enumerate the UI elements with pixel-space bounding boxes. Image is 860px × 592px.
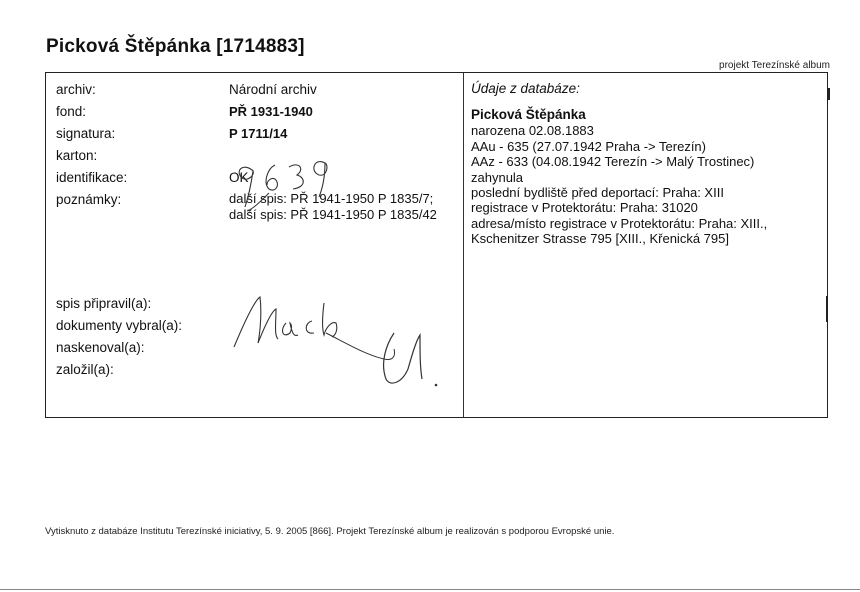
- field-label: signatura:: [56, 126, 116, 141]
- database-heading: Údaje z databáze:: [471, 81, 580, 96]
- field-value: PŘ 1931-1940: [229, 104, 313, 119]
- staff-label: založil(a):: [56, 362, 114, 377]
- archive-fields: [56, 81, 456, 275]
- field-label: fond:: [56, 104, 87, 119]
- database-panel: [471, 81, 826, 247]
- field-row-signatura: [56, 125, 456, 147]
- database-line: adresa/místo registrace v Protektorátu: Praha: XIII., Kschenitzer Strasse 795 [XIII., Křenická 795]: [471, 215, 768, 247]
- database-line: AAz - 633 (04.08.1942 Terezín -> Malý Trostinec): [471, 154, 755, 170]
- record-card: [45, 72, 828, 418]
- database-line: AAu - 635 (27.07.1942 Praha -> Terezín): [471, 138, 706, 154]
- handwritten-signature: [226, 283, 456, 395]
- field-label: poznámky:: [56, 192, 122, 207]
- person-name: Picková Štěpánka: [471, 107, 586, 123]
- staff-label: spis připravil(a):: [56, 296, 152, 311]
- document-title: Picková Štěpánka [1714883]: [46, 36, 305, 57]
- column-divider: [463, 73, 464, 417]
- field-row-karton: [56, 147, 456, 169]
- database-line: narozena 02.08.1883: [471, 123, 594, 139]
- field-value: další spis: PŘ 1941-1950 P 1835/7; další spis: PŘ 1941-1950 P 1835/42: [229, 191, 437, 222]
- field-row-archiv: [56, 81, 456, 103]
- field-row-fond: [56, 103, 456, 125]
- field-row-poznamky: [56, 191, 456, 275]
- database-line: registrace v Protektorátu: Praha: 31020: [471, 200, 698, 216]
- field-label: identifikace:: [56, 170, 128, 185]
- staff-label: dokumenty vybral(a):: [56, 318, 183, 333]
- staff-label: naskenoval(a):: [56, 340, 145, 355]
- field-value: Národní archiv: [229, 82, 317, 97]
- scan-edge-mark: [828, 88, 830, 100]
- scan-edge-mark: [826, 296, 828, 322]
- staff-fields: [56, 295, 182, 383]
- database-line: zahynula: [471, 169, 524, 185]
- field-label: karton:: [56, 148, 98, 163]
- scan-bottom-line: [0, 589, 860, 590]
- field-value: P 1711/14: [229, 126, 288, 141]
- database-line: poslední bydliště před deportací: Praha: XIII: [471, 185, 724, 201]
- project-label: projekt Terezínské album: [719, 60, 830, 71]
- footer-note: Vytisknuto z databáze Institutu Terezínské iniciativy, 5. 9. 2005 [866]. Projekt Terezínské album je realizován s podporou Evropské unie.: [45, 526, 615, 537]
- field-row-identifikace: [56, 169, 456, 191]
- field-value: OK: [229, 170, 249, 185]
- field-label: archiv:: [56, 82, 96, 97]
